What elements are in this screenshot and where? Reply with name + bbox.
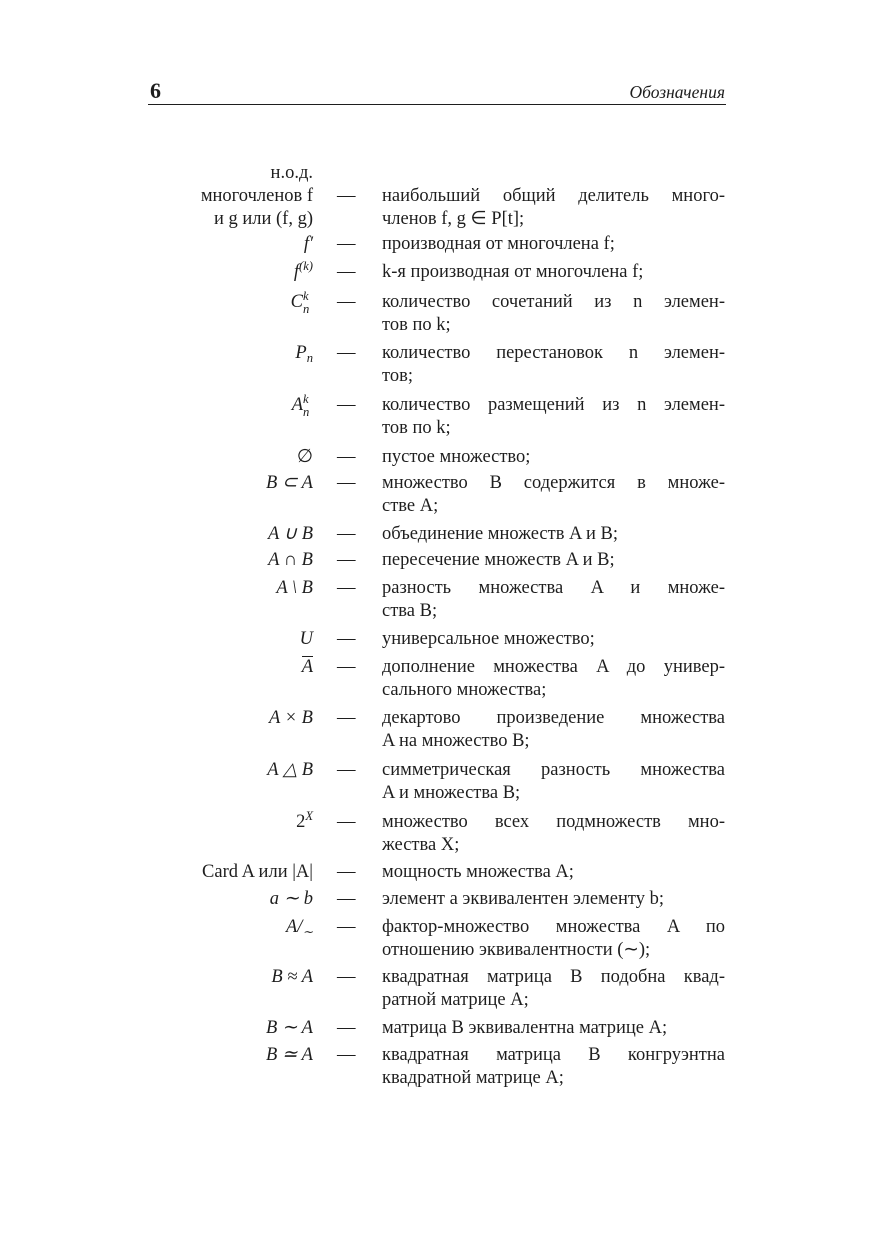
description-line: сального множества; [382,680,547,700]
dash: — [337,186,356,206]
notation-symbol: ∅ [296,447,313,467]
dash: — [337,473,356,493]
description-line: k-я производная от многочлена f; [382,262,644,282]
description-line: разность множества A и множе- [382,578,725,598]
notation-description [382,472,725,518]
notation-description [382,446,725,469]
notation-description [382,811,725,857]
description-line: ства B; [382,601,438,621]
description-line: универсальное множество; [382,629,595,649]
notation-description [382,233,725,256]
dash: — [337,1045,356,1065]
notation-symbol: $A/_\sim$ [286,917,313,939]
notation-description [382,888,725,911]
description-line: A и множества B; [382,783,521,803]
description-line: A на множество B; [382,731,530,751]
dash: — [337,967,356,987]
dash: — [337,447,356,467]
dash: — [337,234,356,254]
notation-symbol: A △ B [267,760,313,780]
notation-description [382,1017,725,1040]
dash: — [337,889,356,909]
description-line: множество B содержится в множе- [382,473,725,493]
description-line: фактор-множество множества A по [382,917,725,937]
notation-description [382,549,725,572]
notation-symbol: A k n [291,392,310,419]
notation-description [382,291,725,337]
notation-description [382,261,725,284]
description-line: стве A; [382,496,439,516]
symbol-line: многочленов f [200,186,313,206]
notation-symbol: C k n [290,289,310,316]
description-line: тов; [382,366,413,386]
notation-description [382,656,725,702]
notation-symbol: A ∩ B [268,550,313,570]
notation-symbol: U [299,629,313,649]
notation-description [382,759,725,805]
notation-symbol: Card A или |A| [202,862,313,882]
description-line: производная от многочлена f; [382,234,615,254]
notation-description [382,394,725,440]
description-line: декартово произведение множества [382,708,725,728]
description-line: количество размещений из n элемен- [382,395,725,415]
description-line: объединение множеств A и B; [382,524,619,544]
description-line: отношению эквивалентности (∼); [382,940,651,960]
dash: — [337,550,356,570]
description-line: ратной матрице A; [382,990,529,1010]
notation-description [382,916,725,962]
notation-description [382,707,725,753]
description-line: тов по k; [382,418,451,438]
description-line: мощность множества A; [382,862,574,882]
dash: — [337,1018,356,1038]
notation-symbol: $P_n$ [295,343,313,365]
notation-symbol: a ∼ b [269,889,313,909]
notation-description [382,1044,725,1090]
description-line: множество всех подмножеств мно- [382,812,725,832]
dash: — [337,395,356,415]
description-line: квадратная матрица B конгруэнтна [382,1045,725,1065]
notation-symbol: B ≈ A [271,967,313,987]
notation-symbol: A × B [268,708,313,728]
notation-description [382,966,725,1012]
page-number: 6 [150,78,161,103]
notation-symbol: B ∼ A [265,1018,313,1038]
notation-description [382,523,725,546]
description-line: квадратная матрица B подобна квад- [382,967,725,987]
description-line: пересечение множеств A и B; [382,550,615,570]
description-line: матрица B эквивалентна матрице A; [382,1018,668,1038]
dash: — [337,760,356,780]
dash: — [337,657,356,677]
notation-symbol: B ⊂ A [265,473,313,493]
description-line: квадратной матрице A; [382,1068,564,1088]
symbol-line: и g или (f, g) [213,209,313,229]
running-head: Обозначения [629,82,725,102]
description-line: симметрическая разность множества [382,760,725,780]
notation-symbol: $2^X$ [296,809,313,832]
description-line: пустое множество; [382,447,531,467]
notation-symbol: f′ [303,234,313,254]
description-line: дополнение множества A до универ- [382,657,725,677]
dash: — [337,812,356,832]
notation-symbol: $f^{(k)}$ [293,259,313,282]
description-line: членов f, g ∈ P[t]; [382,209,525,229]
description-line: жества X; [382,835,460,855]
notation-description [382,185,725,231]
dash: — [337,343,356,363]
notation-symbol [120,162,313,231]
dash: — [337,708,356,728]
description-line: тов по k; [382,315,451,335]
dash: — [337,524,356,544]
dash: — [337,862,356,882]
notation-symbol: A ∪ B [267,524,313,544]
header-rule [148,104,726,105]
dash: — [337,629,356,649]
notation-description [382,861,725,884]
notation-description [382,342,725,388]
description-line: количество сочетаний из n элемен- [382,292,725,312]
notation-symbol: A \ B [276,578,313,598]
notation-description [382,628,725,651]
description-line: количество перестановок n элемен- [382,343,725,363]
dash: — [337,262,356,282]
dash: — [337,578,356,598]
symbol-line: н.о.д. [270,163,313,183]
notation-description [382,577,725,623]
description-line: элемент a эквивалентен элементу b; [382,889,664,909]
notation-symbol: B ≃ A [265,1045,313,1065]
description-line: наибольший общий делитель много- [382,186,725,206]
notation-symbol: A [301,657,313,677]
dash: — [337,292,356,312]
dash: — [337,917,356,937]
